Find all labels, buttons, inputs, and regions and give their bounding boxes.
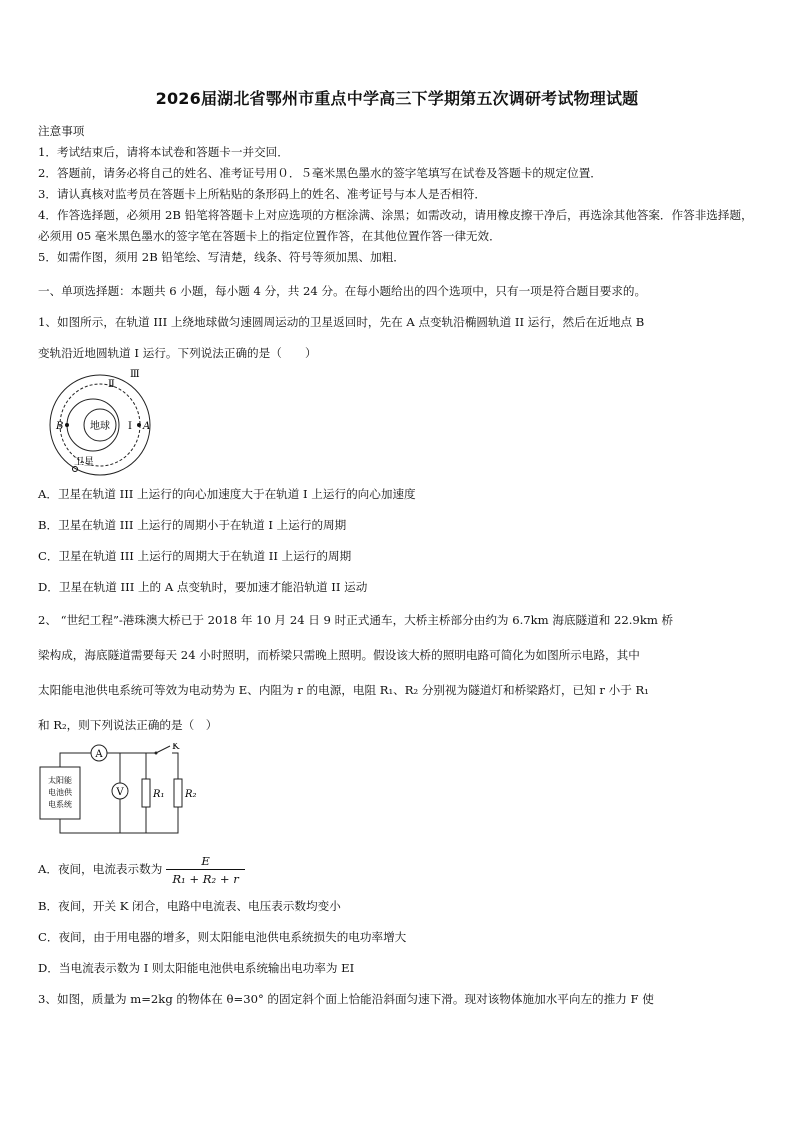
switch-pivot <box>155 752 158 755</box>
circuit-diagram <box>38 743 208 843</box>
section-heading: 一、单项选择题：本题共 6 小题，每小题 4 分，共 24 分。在每小题给出的四个选项中，只有一项是符合题目要求的。 <box>38 284 647 298</box>
notice-heading: 注意事项 <box>38 124 85 138</box>
label-A: A <box>143 421 151 432</box>
notice-item-1: 1．考试结束后，请将本试卷和答题卡一并交回． <box>38 145 289 159</box>
resistor-R1 <box>142 779 150 807</box>
q1-option-B: B．卫星在轨道 III 上运行的周期小于在轨道 I 上运行的周期 <box>38 518 347 532</box>
ammeter-label: A <box>95 749 103 760</box>
source-label-3: 电系统 <box>48 800 72 809</box>
q1-orbit-figure <box>38 369 756 479</box>
label-orbit-III: Ⅲ <box>130 369 140 380</box>
q1-stem-line1: 1、如图所示，在轨道 III 上绕地球做匀速圆周运动的卫星返回时，先在 A 点变轨沿椭圆轨道 II 运行，然后在近地点 B <box>38 315 645 329</box>
q2-circuit-figure <box>38 743 756 847</box>
label-orbit-I: I <box>128 421 132 432</box>
page-title: 2026届湖北省鄂州市重点中学高三下学期第五次调研考试物理试题 <box>155 89 639 108</box>
q2-stem-line2: 梁构成，海底隧道需要每天 24 小时照明，而桥梁只需晚上照明。假设该大桥的照明电路可简化为如图所示电路，其中 <box>38 648 640 662</box>
q2-stem-line4: 和 R₂，则下列说法正确的是（ ） <box>38 718 218 732</box>
voltmeter-label: V <box>116 787 124 798</box>
q1-option-D: D．卫星在轨道 III 上的 A 点变轨时，要加速才能沿轨道 II 运动 <box>38 580 368 594</box>
r2-label: R₂ <box>185 789 197 800</box>
q2-option-D: D．当电流表示数为 I 则太阳能电池供电系统输出电功率为 EI <box>38 961 355 975</box>
q2-option-A <box>38 847 756 891</box>
q1-option-C: C．卫星在轨道 III 上运行的周期大于在轨道 II 上运行的周期 <box>38 549 352 563</box>
wire-bottom <box>60 807 178 833</box>
notice-item-4: 4．作答选择题，必须用 2B 铅笔将答题卡上对应选项的方框涂满、涂黑；如需改动，请用橡皮擦干净后，再选涂其他答案．作答非选择题，必须用 05 毫米黑色墨水的签字笔在答题卡上的指定位置作答，在其他位置作答一律无效． <box>38 208 753 243</box>
notice-item-3: 3．请认真核对监考员在答题卡上所粘贴的条形码上的姓名、准考证号与本人是否相符． <box>38 187 486 201</box>
q1-option-A: A．卫星在轨道 III 上运行的向心加速度大于在轨道 I 上运行的向心加速度 <box>38 487 416 501</box>
current-fraction <box>166 853 244 888</box>
point-B <box>65 423 69 427</box>
r1-label: R₁ <box>153 789 165 800</box>
wire-switch-r2 <box>172 753 178 779</box>
switch-K <box>156 746 170 753</box>
switch-label: K <box>172 743 180 752</box>
q1-stem-line2: 变轨沿近地圆轨道 I 运行。下列说法正确的是（ ） <box>38 346 317 360</box>
q2-option-A-text: A．夜间，电流表示数为 <box>38 862 163 876</box>
q2-stem-line1: 2、 “世纪工程”-港珠澳大桥已于 2018 年 10 月 24 日 9 时正式通车，大桥主桥部分由约为 6.7km 海底隧道和 22.9km 桥 <box>38 613 674 627</box>
earth-label: 地球 <box>90 421 110 432</box>
q3-stem-line1: 3、如图，质量为 m=2kg 的物体在 θ=30° 的固定斜个面上恰能沿斜面匀速下滑。现对该物体施加水平向左的推力 F 使 <box>38 992 654 1006</box>
satellite-label: 卫星 <box>74 457 94 468</box>
label-orbit-II: Ⅱ <box>108 379 115 390</box>
resistor-R2 <box>174 779 182 807</box>
exam-page <box>38 86 756 1015</box>
label-B: B <box>56 421 64 432</box>
q2-stem-line3: 太阳能电池供电系统可等效为电动势为 E、内阻为 r 的电源，电阻 R₁、R₂ 分别视为隧道灯和桥梁路灯，已知 r 小于 R₁ <box>38 683 649 697</box>
notice-item-2: 2．答题前，请务必将自己的姓名、准考证号用０．５毫米黑色墨水的签字笔填写在试卷及答题卡的规定位置． <box>38 166 602 180</box>
point-A <box>137 423 141 427</box>
q2-option-B: B．夜间，开关 K 闭合，电路中电流表、电压表示数均变小 <box>38 899 341 913</box>
q2-option-C: C．夜间，由于用电器的增多，则太阳能电池供电系统损失的电功率增大 <box>38 930 407 944</box>
notice-item-5: 5．如需作图，须用 2B 铅笔绘、写清楚，线条、符号等须加黑、加粗． <box>38 250 405 264</box>
fraction-denominator: R₁ + R₂ + r <box>166 869 244 888</box>
orbit-diagram <box>38 369 168 479</box>
source-label-2: 电池供 <box>48 788 72 797</box>
fraction-numerator: E <box>201 853 210 868</box>
source-label-1: 太阳能 <box>48 776 72 785</box>
wire-top-left <box>60 753 91 767</box>
